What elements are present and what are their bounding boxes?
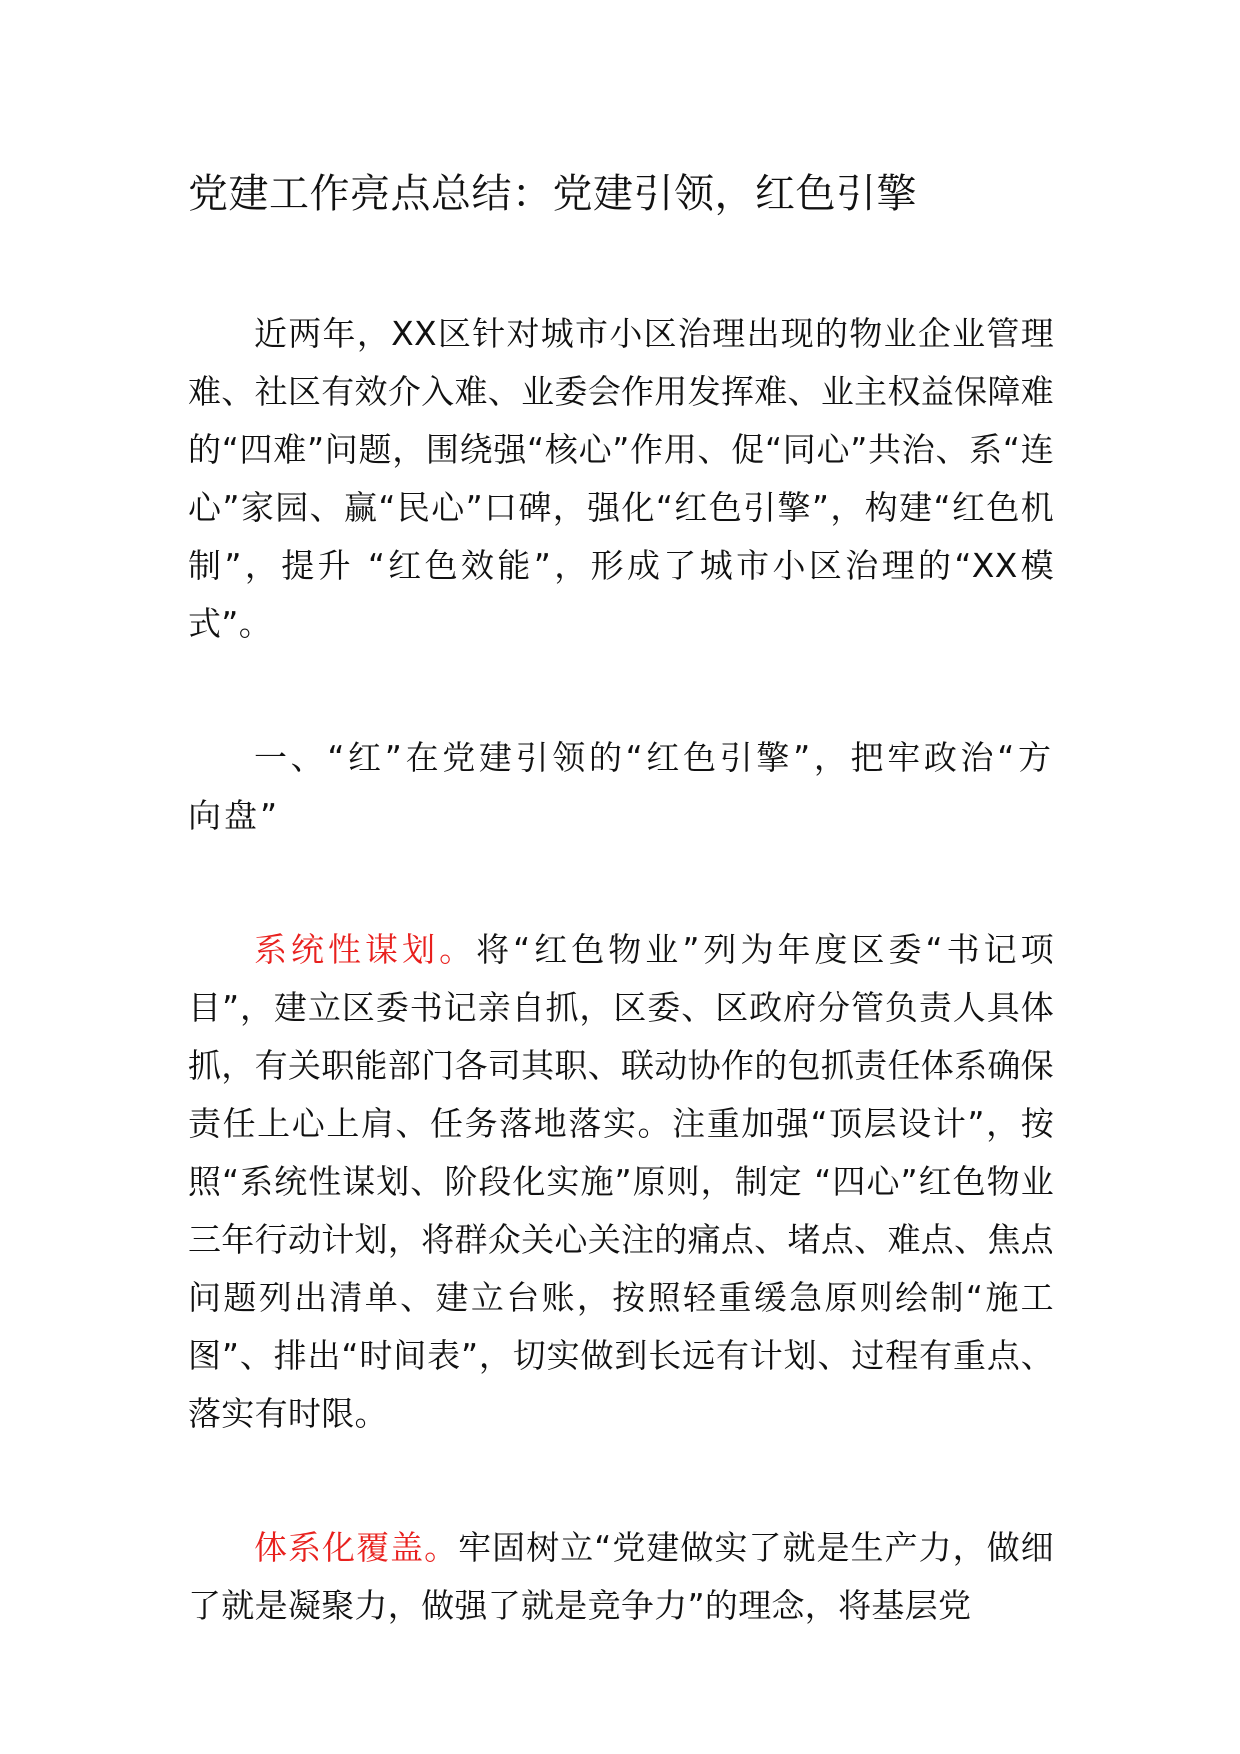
document-title: 党建工作亮点总结：党建引领，红色引擎	[188, 171, 917, 217]
intro-paragraph: 近两年，XX区针对城市小区治理出现的物业企业管理难、社区有效介入难、业委会作用发挥难、业主权益保障难的“四难”问题，围绕强“核心”作用、促“同心”共治、系“连心”家园、赢“民心”口碑，强化“红色引擎”，构建“红色机制”，提升 “红色效能”，形成了城市小区治理的“XX模式”。	[188, 314, 1054, 643]
paragraph-body-systemic-coverage: 牢固树立“党建做实了就是生产力，做细了就是凝聚力，做强了就是竞争力”的理念，将基层党	[188, 1528, 1054, 1625]
section-paragraph-systemic-coverage	[188, 1519, 1054, 1635]
section-heading-1: 一、“红”在党建引领的“红色引擎”，把牢政治“方向盘”	[188, 738, 1054, 835]
paragraph-lead-systemic-coverage: 体系化覆盖。	[254, 1528, 459, 1567]
paragraph-body-systematic-planning: 将“红色物业”列为年度区委“书记项目”，建立区委书记亲自抓，区委、区政府分管负责人具体抓，有关职能部门各司其职、联动协作的包抓责任体系确保责任上心上肩、任务落地落实。注重加强“顶层设计”，按照“系统性谋划、阶段化实施”原则，制定 “四心”红色物业三年行动计划，将群众关心关注的痛点、堵点、难点、焦点问题列出清单、建立台账，按照轻重缓急原则绘制“施工图”、排出“时间表”，切实做到长远有计划、过程有重点、落实有时限。	[188, 930, 1054, 1433]
paragraph-lead-systematic-planning: 系统性谋划。	[254, 930, 477, 969]
section-paragraph-systematic-planning	[188, 921, 1054, 1443]
document-body	[188, 165, 1054, 1635]
